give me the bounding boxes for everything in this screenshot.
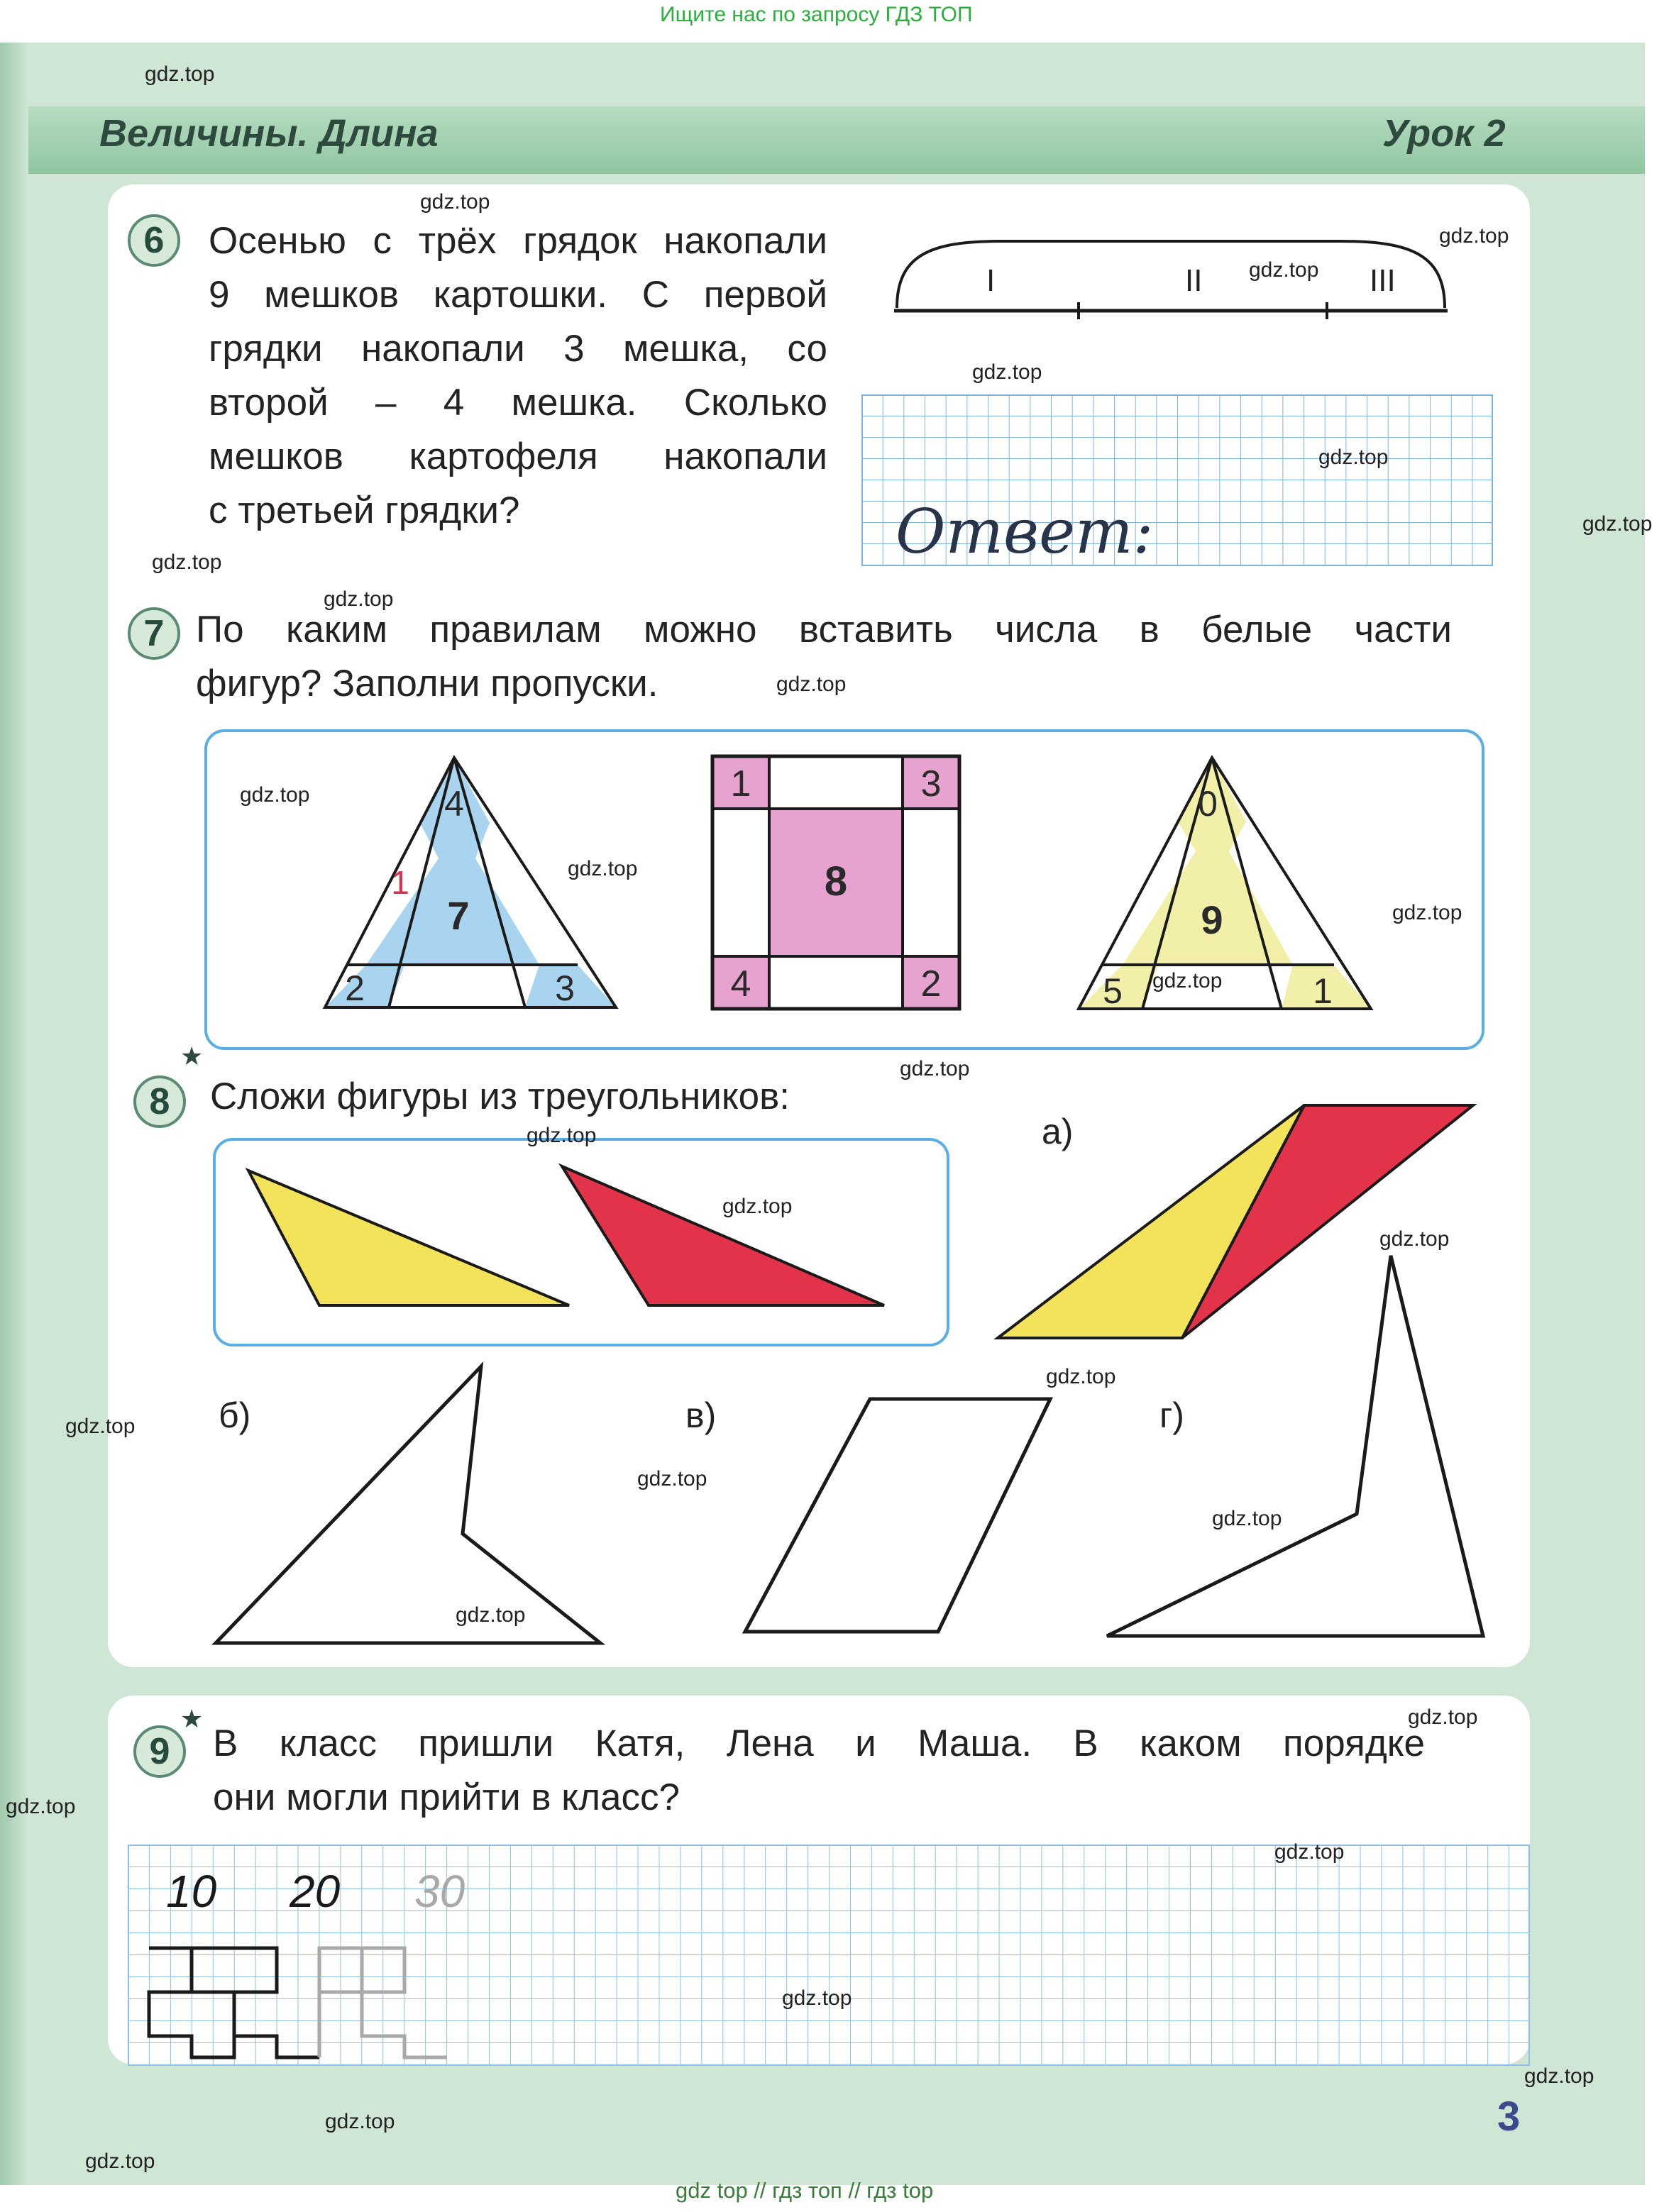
fig1-top: 4 [444, 784, 464, 824]
task6-number: 6 [128, 214, 180, 267]
pattern-number-2: 20 [290, 1866, 341, 1917]
watermark: gdz.top [456, 1603, 526, 1627]
watermark: gdz.top [6, 1795, 76, 1818]
task9-answer-grid[interactable] [128, 1845, 1530, 2066]
watermark: gdz.top [1046, 1365, 1116, 1388]
watermark: gdz.top [1318, 446, 1389, 469]
watermark: gdz.top [722, 1195, 793, 1218]
task7-line: По каким правилам можно вставить числа в белые части [196, 609, 1452, 651]
page-number: 3 [1497, 2094, 1521, 2140]
task8-text: Сложи фигуры из треугольников: [210, 1075, 790, 1117]
watermark: gdz.top [1392, 901, 1462, 924]
watermark: gdz.top [1249, 258, 1319, 282]
watermark: gdz.top [65, 1415, 136, 1438]
task7-number: 7 [128, 607, 180, 660]
watermark: gdz.top [776, 673, 847, 696]
task9-star-icon: ★ [180, 1704, 204, 1733]
fig1-left: 2 [345, 968, 365, 1008]
watermark: gdz.top [1524, 2064, 1594, 2088]
figure-v[interactable] [738, 1395, 1064, 1639]
page-spine [0, 43, 28, 2185]
task6-text [209, 214, 827, 538]
section-title: Величины. Длина [99, 112, 439, 155]
fig1-right: 3 [555, 968, 575, 1008]
watermark: gdz.top [972, 360, 1042, 384]
fig2-tl: 1 [730, 763, 751, 804]
watermark: gdz.top [1582, 512, 1653, 536]
task6-line: 9 мешков картошки. С первой [209, 274, 827, 316]
segment-arc [897, 241, 1445, 308]
watermark: gdz.top [324, 587, 394, 611]
segment-label-2: II [1185, 263, 1203, 298]
label-v: в) [685, 1395, 717, 1435]
fig3-center: 9 [1201, 897, 1223, 942]
figure1-triangle [319, 752, 624, 1014]
watermark: gdz.top [420, 190, 490, 214]
watermark: gdz.top [900, 1057, 970, 1080]
watermark: gdz.top [1408, 1705, 1478, 1729]
bottom-links[interactable]: gdz top // гдз топ // гдз top [676, 2178, 934, 2203]
task6-line: Осенью с трёх грядок накопали [209, 220, 827, 262]
task9-line: они могли прийти в класс? [213, 1776, 680, 1818]
watermark: gdz.top [1379, 1227, 1450, 1251]
watermark: gdz.top [1439, 224, 1509, 248]
figure3-triangle [1071, 752, 1377, 1014]
task9-line: В класс пришли Катя, Лена и Маша. В каком порядке [213, 1722, 1425, 1764]
fig3-left: 5 [1103, 971, 1123, 1011]
watermark: gdz.top [145, 62, 215, 86]
pattern-number-1: 10 [166, 1866, 217, 1917]
fig2-bl: 4 [730, 963, 751, 1005]
watermark: gdz.top [1212, 1507, 1282, 1530]
lesson-label: Урок 2 [1382, 112, 1506, 155]
watermark: gdz.top [782, 1986, 852, 2010]
task6-line: мешков картофеля накопали [209, 436, 827, 477]
sample-red-triangle [562, 1166, 884, 1305]
task7-line: фигур? Заполни пропуски. [196, 663, 659, 704]
task9-text [213, 1717, 1425, 1825]
segment-diagram [887, 234, 1455, 326]
segment-label-1: I [986, 263, 996, 298]
task8-star-icon: ★ [180, 1041, 204, 1071]
fig2-center: 8 [824, 858, 848, 905]
segment-label-3: III [1370, 263, 1396, 298]
watermark: gdz.top [152, 551, 222, 574]
pattern-number-3: 30 [414, 1866, 465, 1917]
label-b: б) [219, 1395, 251, 1435]
figure-b[interactable] [209, 1361, 606, 1650]
watermark: gdz.top [85, 2150, 155, 2173]
fig1-center: 7 [447, 893, 470, 938]
watermark: gdz.top [568, 857, 638, 880]
task6-line: грядки накопали 3 мешка, со [209, 328, 827, 370]
answer-label: Ответ: [896, 497, 1154, 568]
label-g: г) [1159, 1395, 1184, 1435]
watermark: gdz.top [527, 1124, 597, 1147]
watermark: gdz.top [1274, 1840, 1345, 1864]
task6-line: второй – 4 мешка. Сколько [209, 382, 827, 424]
sample-triangles [241, 1156, 894, 1320]
task6-line: с третьей грядки? [209, 490, 520, 531]
fig3-right: 1 [1313, 971, 1333, 1011]
sample-yellow-triangle [248, 1171, 569, 1305]
watermark: gdz.top [325, 2110, 395, 2133]
fig3-top: 0 [1198, 784, 1218, 824]
figure2-square [710, 753, 965, 1013]
fig2-br: 2 [920, 963, 942, 1005]
fig2-tr: 3 [920, 763, 942, 804]
watermark: gdz.top [637, 1467, 707, 1491]
fig1-inserted: 1 [391, 864, 409, 901]
task8-number: 8 [133, 1075, 186, 1128]
task9-number: 9 [133, 1725, 186, 1778]
watermark: gdz.top [1152, 969, 1223, 992]
watermark: gdz.top [240, 783, 310, 807]
label-a: а) [1042, 1112, 1074, 1151]
top-search-link[interactable]: Ищите нас по запросу ГДЗ ТОП [660, 3, 973, 26]
figure-g[interactable] [1100, 1249, 1497, 1646]
